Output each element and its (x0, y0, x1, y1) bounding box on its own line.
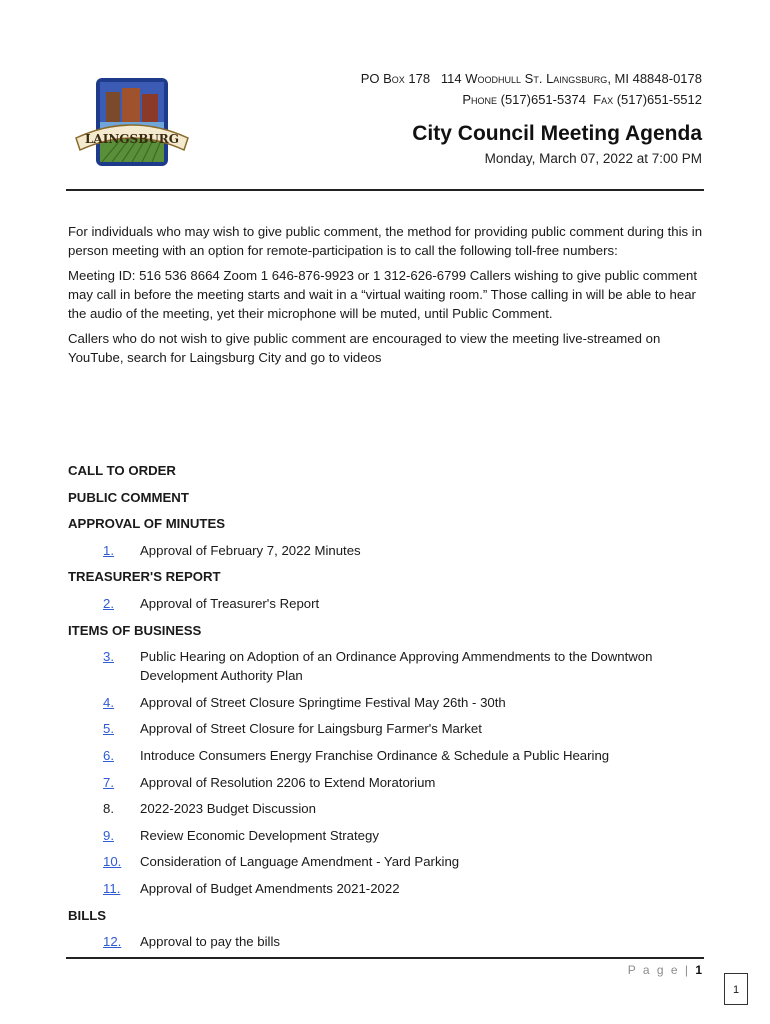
agenda-item-text: Approval to pay the bills (140, 934, 281, 950)
agenda-item (68, 719, 704, 738)
agenda-item-text: Consideration of Language Amendment - Yard Parking (140, 854, 460, 870)
agenda-item-link[interactable]: 7. (103, 774, 114, 790)
section-heading: TREASURER'S REPORT (68, 569, 221, 585)
page-title: City Council Meeting Agenda (412, 122, 702, 145)
logo-text: LAINGSBURG (84, 132, 180, 146)
section-heading: APPROVAL OF MINUTES (68, 516, 226, 532)
agenda-item-text: Review Economic Development Strategy (140, 827, 379, 843)
agenda (68, 461, 704, 959)
agenda-item (68, 932, 704, 951)
header-divider (66, 189, 704, 191)
section-heading: PUBLIC COMMENT (68, 489, 189, 505)
agenda-item (68, 773, 704, 792)
agenda-item (68, 594, 704, 613)
agenda-item (68, 826, 704, 845)
agenda-item-text: Public Hearing on Adoption of an Ordinance Approving Ammendments to the Downtwon Development Authority Plan (140, 649, 653, 684)
agenda-item (68, 799, 704, 818)
agenda-item (68, 541, 704, 560)
agenda-item (68, 693, 704, 712)
agenda-item-text: Approval of Budget Amendments 2021-2022 (140, 880, 400, 896)
agenda-item-text: Introduce Consumers Energy Franchise Ordinance & Schedule a Public Hearing (140, 747, 610, 763)
laingsburg-logo (72, 70, 192, 174)
page-footer: P a g e | 1 (627, 963, 702, 977)
agenda-item-text: Approval of Street Closure for Laingsburg Farmer's Market (140, 721, 482, 737)
agenda-item-text: Approval of Resolution 2206 to Extend Moratorium (140, 774, 436, 790)
agenda-item-link[interactable]: 5. (103, 721, 114, 737)
intro-paragraph: Meeting ID: 516 536 8664 Zoom 1 646-876-9923 or 1 312-626-6799 Callers wishing to give public comment may call in before the meeting starts and wait in a “virtual waiting room.” Those calling in will be able to hear the audio of the meeting, yet their microphone will be muted, until Public Comment. (68, 268, 697, 321)
page-number-box: 1 (724, 973, 748, 1005)
intro-paragraph: Callers who do not wish to give public comment are encouraged to view the meeting live-streamed on YouTube, search for Laingsburg City and go to videos (68, 331, 661, 365)
agenda-item (68, 647, 704, 685)
section-heading: CALL TO ORDER (68, 463, 176, 478)
agenda-item-link[interactable]: 6. (103, 747, 114, 763)
agenda-item-text: Approval of Street Closure Springtime Festival May 26th - 30th (140, 694, 506, 710)
intro-paragraph: For individuals who may wish to give public comment, the method for providing public comment during this in person meeting with an option for remote-participation is to call the following toll-free numbers: (68, 224, 703, 258)
agenda-item-link[interactable]: 9. (103, 827, 114, 843)
intro-text (68, 222, 704, 373)
agenda-item-link[interactable]: 3. (103, 649, 114, 665)
agenda-item-text: Approval of February 7, 2022 Minutes (140, 542, 361, 558)
footer-divider (66, 957, 704, 959)
agenda-item-link[interactable]: 4. (103, 694, 114, 710)
agenda-item (68, 746, 704, 765)
phone-fax-line: Phone (517)651-5374 Fax (517)651-5512 (462, 92, 702, 107)
agenda-item-number: 8. (103, 801, 114, 817)
section-heading: ITEMS OF BUSINESS (68, 622, 202, 638)
agenda-item-link[interactable]: 10. (103, 854, 122, 870)
agenda-item-link[interactable]: 12. (103, 934, 122, 950)
agenda-item-text: Approval of Treasurer's Report (140, 595, 320, 611)
section-heading: BILLS (68, 907, 107, 923)
footer-page-number: 1 (695, 963, 702, 977)
agenda-item-link[interactable]: 1. (103, 542, 114, 558)
meeting-date: Monday, March 07, 2022 at 7:00 PM (484, 151, 702, 166)
agenda-item-link[interactable]: 11. (103, 880, 121, 896)
agenda-item (68, 852, 704, 871)
address-line: PO Box 178 114 Woodhull St. Laingsburg, MI 48848-0178 (360, 71, 702, 86)
agenda-item (68, 879, 704, 898)
agenda-item-link[interactable]: 2. (103, 595, 114, 611)
agenda-item-text: 2022-2023 Budget Discussion (140, 801, 316, 817)
